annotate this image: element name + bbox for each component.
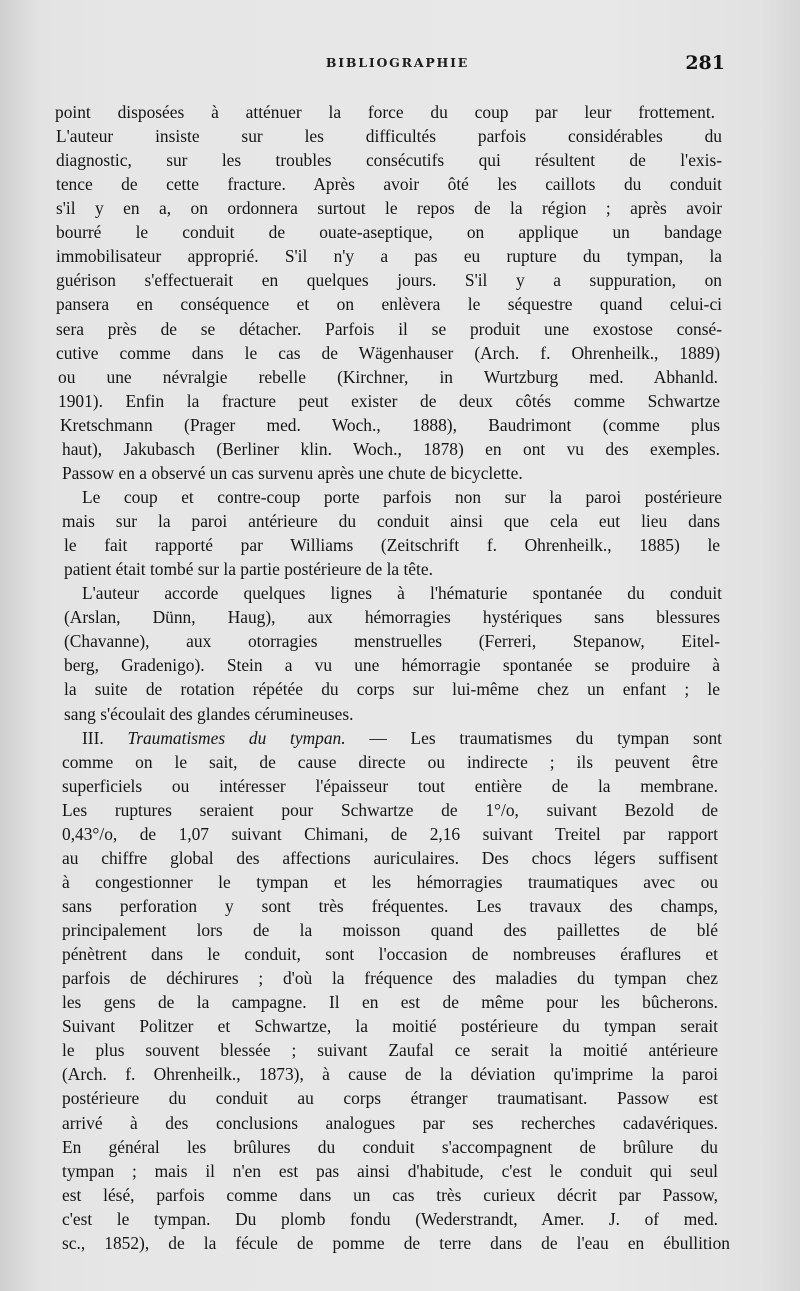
text-line	[82, 726, 722, 750]
text-line: postérieure du conduit au corps étranger traumatisant. Passow est	[62, 1088, 718, 1109]
text-line: L'auteur accorde quelques lignes à l'hématurie spontanée du conduit	[82, 583, 722, 604]
page-number: 281	[685, 52, 725, 74]
section-title: Traumatismes du tympan.	[127, 727, 346, 748]
section-number: III.	[82, 727, 128, 748]
text-line: est lésé, parfois comme dans un cas très curieux décrit par Passow,	[62, 1184, 718, 1205]
text-line: immobilisateur approprié. S'il n'y a pas eu rupture du tympan, la	[56, 246, 722, 267]
text-line: point disposées à atténuer la force du coup par leur frottement.	[55, 102, 715, 122]
page-header	[70, 52, 725, 76]
text-line: En général les brûlures du conduit s'accompagnent de brûlure du	[62, 1136, 718, 1157]
text-line: sc., 1852), de la fécule de pomme de terre dans de l'eau en ébullition	[62, 1232, 730, 1253]
text-line: Les ruptures seraient pour Schwartze de 1°/o, suivant Bezold de	[62, 799, 718, 820]
text-line: Passow en a observé un cas survenu après une chute de bicyclette.	[62, 462, 523, 483]
text-line: principalement lors de la moisson quand des paillettes de blé	[62, 920, 718, 941]
text-line: ou une névralgie rebelle (Kirchner, in Wurtzburg med. Abhanld.	[58, 366, 718, 387]
text-line: pansera en conséquence et on enlèvera le séquestre quand celui-ci	[56, 294, 722, 315]
text-line: bourré le conduit de ouate-aseptique, on applique un bandage	[56, 222, 722, 243]
text-line: sans perforation y sont très fréquentes. Les travaux des champs,	[62, 895, 718, 916]
text-line: 0,43°/o, de 1,07 suivant Chimani, de 2,16 suivant Treitel par rapport	[62, 823, 718, 844]
text-line: berg, Gradenigo). Stein a vu une hémorragie spontanée se produire à	[64, 655, 720, 676]
text-line: mais sur la paroi antérieure du conduit ainsi que cela eut lieu dans	[62, 511, 720, 532]
text-line: pénètrent dans le conduit, sont l'occasion de nombreuses éraflures et	[62, 944, 718, 965]
text-line: parfois de déchirures ; d'où la fréquence des maladies du tympan chez	[62, 968, 718, 989]
text-line: à congestionner le tympan et les hémorragies traumatiques avec ou	[62, 871, 718, 892]
text-line: sang s'écoulait des glandes cérumineuses.	[64, 703, 354, 724]
text-line: (Arch. f. Ohrenheilk., 1873), à cause de la déviation qu'imprime la paroi	[62, 1064, 718, 1085]
text-line: L'auteur insiste sur les difficultés parfois considérables du	[56, 126, 722, 147]
text-line: 1901). Enfin la fracture peut exister de deux côtés comme Schwartze	[58, 390, 720, 411]
text-line: cutive comme dans le cas de Wägenhauser (Arch. f. Ohrenheilk., 1889)	[56, 342, 720, 363]
text-line: tympan ; mais il n'en est pas ainsi d'habitude, c'est le conduit qui seul	[62, 1160, 718, 1181]
text-line: haut), Jakubasch (Berliner klin. Woch., 1878) en ont vu des exemples.	[62, 438, 720, 459]
text-line: Suivant Politzer et Schwartze, la moitié postérieure du tympan serait	[62, 1016, 718, 1037]
text-line: superficiels ou intéresser l'épaisseur tout entière de la membrane.	[62, 775, 718, 796]
text-line: la suite de rotation répétée du corps sur lui-même chez un enfant ; le	[64, 679, 720, 700]
text-line: Le coup et contre-coup porte parfois non sur la paroi postérieure	[82, 486, 722, 507]
text-line: le plus souvent blessée ; suivant Zaufal ce serait la moitié antérieure	[62, 1040, 718, 1061]
text-line: les gens de la campagne. Il en est de même pour les bûcherons.	[62, 992, 718, 1013]
text-line: arrivé à des conclusions analogues par ses recherches cadavériques.	[62, 1112, 718, 1133]
text-line: le fait rapporté par Williams (Zeitschrift f. Ohrenheilk., 1885) le	[64, 535, 720, 556]
text-line: s'il y en a, on ordonnera surtout le repos de la région ; après avoir	[56, 198, 722, 219]
text-line: sera près de se détacher. Parfois il se produit une exostose consé-	[56, 318, 722, 339]
text-line: tence de cette fracture. Après avoir ôté les caillots du conduit	[56, 174, 722, 195]
text-line: diagnostic, sur les troubles consécutifs qui résultent de l'exis-	[56, 150, 722, 171]
text-line: au chiffre global des affections auriculaires. Des chocs légers suffisent	[62, 847, 718, 868]
section-text: — Les traumatismes du tympan sont	[345, 727, 723, 748]
running-title: BIBLIOGRAPHIE	[325, 55, 470, 70]
text-line: Kretschmann (Prager med. Woch., 1888), Baudrimont (comme plus	[60, 414, 720, 435]
text-line: comme on le sait, de cause directe ou indirecte ; ils peuvent être	[62, 751, 718, 772]
text-line: c'est le tympan. Du plomb fondu (Wederstrandt, Amer. J. of med.	[62, 1208, 718, 1229]
text-line: guérison s'effectuerait en quelques jours. S'il y a suppuration, on	[56, 270, 722, 291]
text-line: patient était tombé sur la partie postérieure de la tête.	[64, 559, 433, 580]
text-line: (Arslan, Dünn, Haug), aux hémorragies hystériques sans blessures	[64, 607, 720, 628]
text-line: (Chavanne), aux otorragies menstruelles (Ferreri, Stepanow, Eitel-	[64, 631, 720, 652]
